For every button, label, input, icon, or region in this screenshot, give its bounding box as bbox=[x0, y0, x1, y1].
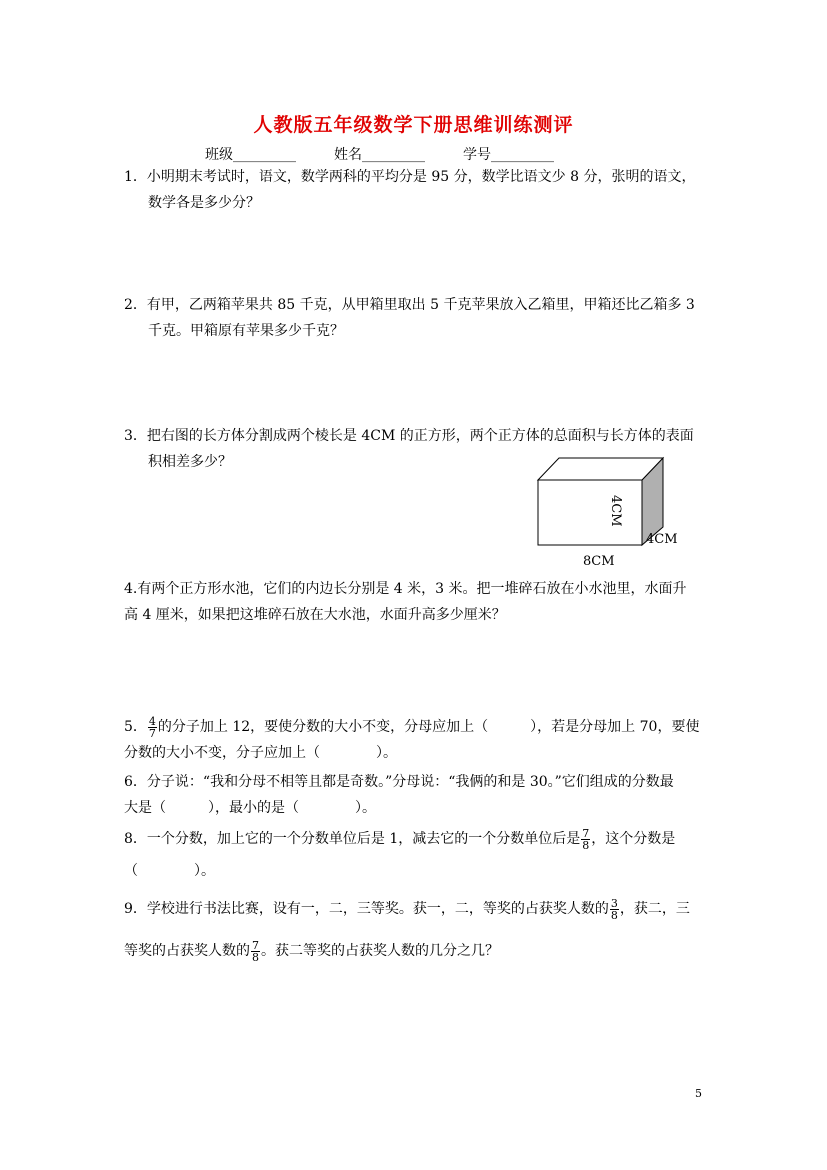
student-id-field: 学号_________ bbox=[463, 147, 554, 163]
cuboid-figure bbox=[520, 450, 690, 575]
name-field: 姓名_________ bbox=[334, 147, 425, 163]
fraction: $\frac{7}{8}$ bbox=[582, 826, 590, 852]
page-number: 5 bbox=[695, 1087, 702, 1100]
student-info-row bbox=[205, 144, 554, 164]
question-text: （ ）。 bbox=[124, 863, 215, 879]
question-number: 3． bbox=[124, 428, 147, 444]
cuboid-front-face bbox=[538, 480, 642, 545]
question-text: 等奖的占获奖人数的 bbox=[124, 943, 250, 959]
question-text: 的分子加上 12，要使分数的大小不变，分母应加上（ ），若是分母加上 70，要使 bbox=[157, 719, 700, 735]
class-field: 班级_________ bbox=[205, 147, 296, 163]
question-number: 5． bbox=[124, 719, 147, 735]
question-9 bbox=[124, 888, 690, 972]
question-8 bbox=[124, 823, 675, 887]
question-text: ，获二，三 bbox=[619, 901, 690, 917]
question-text: 积相差多少？ bbox=[148, 454, 232, 470]
fraction: $\frac{4}{7}$ bbox=[148, 714, 156, 740]
question-text: 把右图的长方体分割成两个棱长是 4CM 的正方形，两个正方体的总面积与长方体的表面 bbox=[146, 428, 694, 444]
question-text: 数学各是多少分？ bbox=[148, 195, 260, 211]
height-label: 4CM bbox=[608, 495, 623, 527]
page-title: 人教版五年级数学下册思维训练测评 bbox=[253, 114, 574, 136]
question-6 bbox=[124, 769, 674, 821]
question-text: 9．学校进行书法比赛，设有一，二，三等奖。获一，二，等奖的占获奖人数的 bbox=[124, 901, 609, 917]
question-text: 高 4 厘米，如果把这堆碎石放在大水池，水面升高多少厘米？ bbox=[124, 607, 506, 623]
question-5 bbox=[124, 714, 699, 766]
question-text: 4.有两个正方形水池，它们的内边长分别是 4 米，3 米。把一堆碎石放在小水池里，水面升 bbox=[124, 581, 687, 597]
question-text: 6．分子说：“我和分母不相等且都是奇数。”分母说：“我俩的和是 30。”它们组成的分数最 bbox=[124, 774, 674, 790]
question-text: 小明期末考试时，语文，数学两科的平均分是 95 分，数学比语文少 8 分，张明的语文， bbox=[146, 169, 696, 185]
question-2 bbox=[124, 292, 695, 344]
fraction: $\frac{3}{8}$ bbox=[610, 896, 618, 922]
question-text: 千克。甲箱原有苹果多少千克？ bbox=[148, 323, 344, 339]
question-number: 1． bbox=[124, 169, 147, 185]
question-text: 。获二等奖的占获奖人数的几分之几？ bbox=[261, 943, 499, 959]
question-text: 8．一个分数，加上它的一个分数单位后是 1，减去它的一个分数单位后是 bbox=[124, 831, 581, 847]
question-text: 大是（ ），最小的是（ ）。 bbox=[124, 800, 376, 816]
question-number: 2． bbox=[124, 297, 147, 313]
question-text: 有甲，乙两箱苹果共 85 千克，从甲箱里取出 5 千克苹果放入乙箱里，甲箱还比乙箱多 3 bbox=[146, 297, 695, 313]
cuboid-top-face bbox=[538, 458, 663, 480]
depth-label: 4CM bbox=[646, 532, 678, 547]
question-text: 分数的大小不变，分子应加上（ ）。 bbox=[124, 745, 397, 761]
question-4 bbox=[124, 576, 687, 628]
question-text: ，这个分数是 bbox=[591, 831, 676, 847]
length-label: 8CM bbox=[583, 554, 615, 569]
question-1 bbox=[124, 164, 695, 216]
fraction: $\frac{7}{8}$ bbox=[252, 938, 259, 964]
